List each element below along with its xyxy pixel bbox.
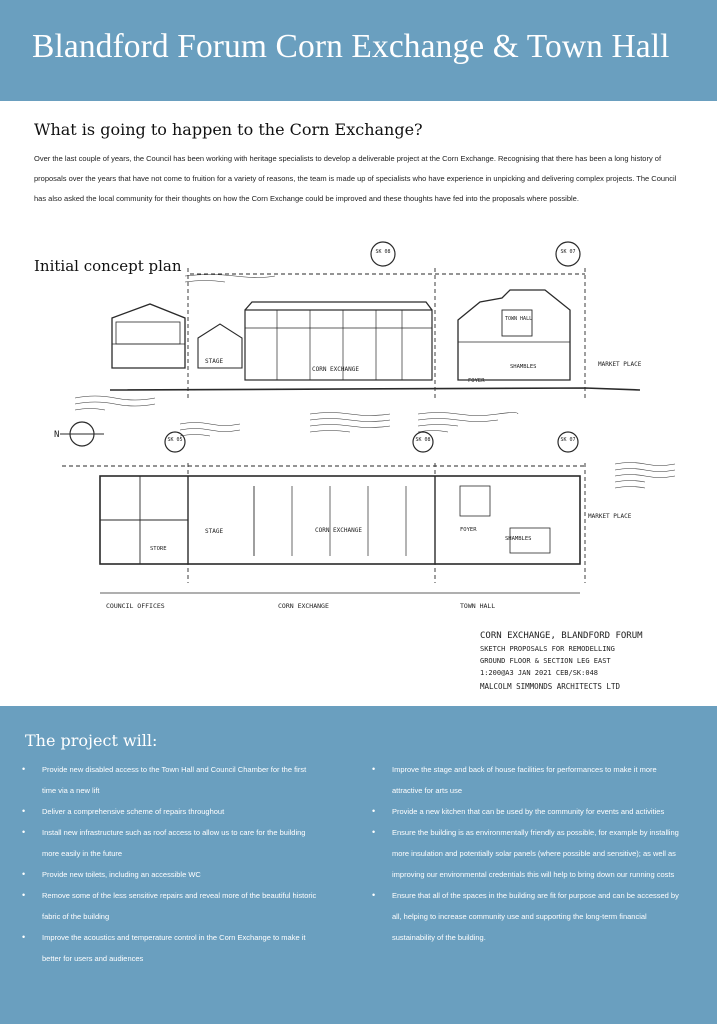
section-marker-label: SK 07 (560, 249, 576, 255)
store-label: STORE (150, 546, 167, 552)
list-item: • Install new infrastructure such as roof access to allow us to care for the building more easily in the future (22, 822, 322, 864)
list-item: • Improve the acoustics and temperature control in the Corn Exchange to make it better for users and audiences (22, 927, 322, 969)
stage-plan-label: STAGE (205, 528, 224, 535)
shambles-section-label: SHAMBLES (510, 364, 537, 370)
foyer-plan-label: FOYER (460, 527, 477, 533)
section-marker-label: SK 07 (560, 437, 576, 443)
section-marker-label: SK 08 (415, 437, 431, 443)
corn-exchange-section-label: CORN EXCHANGE (312, 366, 359, 373)
intro-section (34, 120, 684, 209)
title-block-line: CORN EXCHANGE, BLANDFORD FORUM (480, 631, 643, 641)
drawing-title-block (480, 631, 643, 691)
town-hall-room-label: TOWN HALL (505, 316, 533, 322)
shambles-plan-label: SHAMBLES (505, 536, 532, 542)
section-markers (165, 242, 580, 452)
list-item: • Improve the stage and back of house facilities for performances to make it more attractive for arts use (372, 759, 687, 801)
section-marker-label: SK 08 (375, 249, 391, 255)
building-section (110, 290, 642, 390)
town-hall-zone-label: TOWN HALL (460, 602, 496, 610)
title-block-line: GROUND FLOOR & SECTION LEG EAST (480, 657, 611, 665)
list-item: • Provide new toilets, including an accessible WC (22, 864, 322, 885)
north-arrow-icon (54, 422, 104, 446)
zone-labels (100, 593, 580, 610)
project-section (0, 706, 717, 1024)
corn-exchange-plan-label: CORN EXCHANGE (315, 527, 362, 534)
section-marker-label: SK 05 (167, 437, 183, 443)
market-place-plan-label: MARKET PLACE (588, 513, 632, 520)
list-item: • Provide a new kitchen that can be used by the community for events and activities (372, 801, 687, 822)
title-block-line: MALCOLM SIMMONDS ARCHITECTS LTD (480, 682, 620, 691)
concept-plan-drawing (40, 238, 700, 708)
corn-exchange-zone-label: CORN EXCHANGE (278, 602, 329, 610)
market-place-section-label: MARKET PLACE (598, 361, 642, 368)
list-item: • Provide new disabled access to the Town Hall and Council Chamber for the first time via a new lift (22, 759, 322, 801)
title-block-line: 1:200@A3 JAN 2021 CEB/SK:048 (480, 669, 599, 677)
ground-floor-plan (100, 476, 632, 564)
project-list-left (22, 759, 322, 969)
list-item: • Deliver a comprehensive scheme of repairs throughout (22, 801, 322, 822)
plan-heading: Initial concept plan (34, 257, 182, 275)
council-offices-zone-label: COUNCIL OFFICES (106, 602, 165, 610)
title-block-line: SKETCH PROPOSALS FOR REMODELLING (480, 645, 615, 653)
list-item: • Ensure that all of the spaces in the building are fit for purpose and can be accessed by all, helping to increase community use and supporting the long-term financial sustainability of the building. (372, 885, 687, 948)
list-item: • Ensure the building is as environmentally friendly as possible, for example by installing more insulation and potentially solar panels (where possible and sensitive); as well as improving our environmental credentials this will help to bring down our running costs (372, 822, 687, 885)
stage-label: STAGE (205, 358, 224, 365)
project-heading: The project will: (25, 731, 158, 750)
page-header (0, 0, 717, 101)
foyer-section-label: FOYER (468, 378, 485, 384)
list-item: • Remove some of the less sensitive repairs and reveal more of the beautiful historic fabric of the building (22, 885, 322, 927)
north-label: N (54, 430, 60, 440)
intro-heading: What is going to happen to the Corn Exchange? (34, 120, 423, 139)
sketch-plan-svg (40, 238, 700, 708)
project-list-right (372, 759, 687, 948)
intro-body: Over the last couple of years, the Council has been working with heritage specialists to develop a deliverable project at the Corn Exchange. Recognising that there has been a long history of proposals over the years that have not come to fruition for a variety of reasons, the team is made up of specialists who have experience in unpicking and delivering complex projects. The Council has also asked the local community for their thoughts on how the Corn Exchange could be improved and these thoughts have fed into the proposals where possible. (34, 154, 677, 203)
page-title: Blandford Forum Corn Exchange & Town Hall (32, 28, 670, 65)
